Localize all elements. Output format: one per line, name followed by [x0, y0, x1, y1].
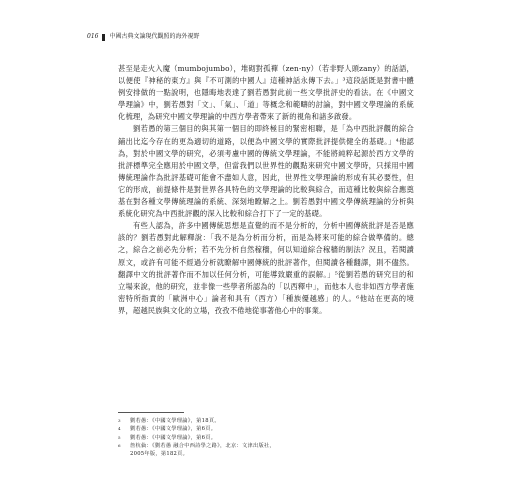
footnote-divider	[118, 412, 184, 413]
footnote-text: 劉若愚：《中國文學理論》，第6頁。	[130, 426, 217, 433]
footnote-text: 劉若愚：《中國文學理論》，第6頁。	[130, 434, 217, 441]
separator-bar	[102, 34, 105, 41]
footnote-number: 4	[118, 426, 121, 432]
footnote-number: 3	[118, 418, 121, 423]
paragraph: 有些人認為，許多中國傳統思想是直覺的而不是分析的，分析中國傳統批評是否是應該的？劉若愚對此解釋說：「我不是為分析而分析，而是為將來可能的綜合做準備的。總之，綜合之前必先分析；若不先分析自然稼穡，何以知道綜合稼穡的制法？況且，若閱讀原文，或許有可能不經過分析就瞭解中國傳統的批評著作，但閱讀各種翻譯，則不儘然。翻譯中文的批評著作而不加以任何分析，可能導致嚴重的誤解。」⁵從劉若愚的研究目的和立場來說，他的研究，並非像一些學者所認為的「以西釋中」，而他本人也非如西方學者施密特所指責的「歐洲中心」論者和具有（西方）「種族優越感」的人。⁶他站在更高的境界，超越民族與文化的立場，孜孜不倦地從事著他心中的事業。	[118, 221, 414, 315]
paragraph: 甚至是走火入魔（mumbojumbo），堆砌對孤禪（zen-ny）（若非野人頭zany）的話語，以便使『神秘的東方』與『不可測的中國人』這種神話永傳下去。」³這段話既是對書中體例安排做的一點說明，也隱晦地表達了劉若愚對此前一些文學批評史的看法。在《中國文學理論》中，劉若愚對「文」、「氣」、「道」等概念和範疇的討論，對中國文學理論的系統化梳理，為研究中國文學理論的中西方學者帶來了新的視角和諸多啟發。	[118, 64, 414, 122]
running-head	[87, 33, 199, 41]
footnote	[118, 434, 414, 442]
running-title: 中國古典文論現代觀照的海外視野	[109, 33, 200, 40]
page-number: 016	[87, 33, 99, 40]
footnote-number: 5	[118, 434, 121, 440]
body-text	[118, 63, 414, 317]
footnotes	[118, 417, 414, 458]
footnote-text: 劉若愚：《中國文學理論》，第18頁。	[130, 418, 220, 424]
footnote	[118, 442, 414, 459]
footnote	[118, 425, 414, 433]
paragraph: 劉若愚的第三個目的與其第一個目的即終極目的緊密相聯，是「為中西批評觀的綜合鋪出比迄今存在的更為適切的道路，以便為中國文學的實際批評提供健全的基礎。」⁴他認為，對於中國文學的研究，必須考慮中國的傳統文學理論，不能將純粹起源於西方文學的批評標準完全應用於中國文學，但當我們以世界性的觀點來研究中國文學時，只採用中國傳統理論作為批評基礎可能會不盡如人意，因此，世界性文學理論的形成有其必要性，但它的形成，前提條件是對世界各具特色的文學理論的比較與綜合，而這種比較與綜合應奠基在對各種文學傳統理論的系統、深刻地瞭解之上。劉若愚對中國文學傳統理論的分析與系統化研究為中西批評觀的深入比較和綜合打下了一定的基礎。	[118, 124, 414, 219]
footnote	[118, 417, 414, 425]
footnote-text: 詹杭倫：《劉若愚 融合中西詩學之路》，北京：文津出版社，2005年版，第182頁。	[130, 442, 275, 458]
footnote-number: 6	[118, 442, 121, 448]
